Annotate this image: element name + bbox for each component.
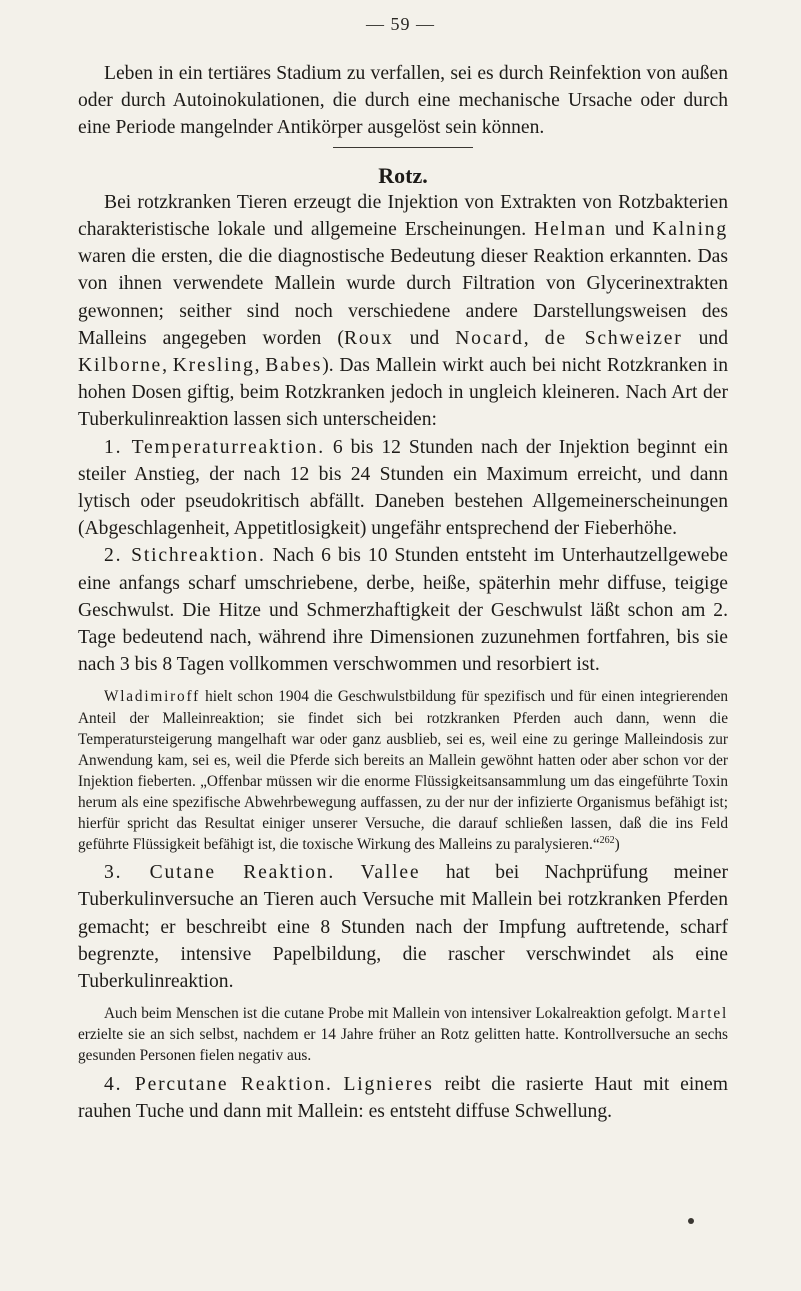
- item-label: 3. Cutane Reaktion.: [104, 862, 336, 884]
- text-run: und: [682, 327, 729, 349]
- text-run: [333, 1074, 344, 1095]
- item-text: hat bei Nachprüfung meiner Tuberkulinversuche an Tieren auch Versuche mit Mallein bei rotzkranken Pferden gemacht; er beschreibt eine 8 Stunden nach der Impfung auftretende, scharf begrenzte, intensive Papelbildung, die rascher verschwindet als eine Tuberkulinreaktion.: [78, 862, 728, 993]
- author-name: Martel: [676, 1005, 728, 1023]
- author-name: Helman: [534, 219, 607, 241]
- author-name: Lignieres: [343, 1073, 434, 1095]
- reference-number: 262: [599, 835, 615, 847]
- section-divider: [333, 147, 473, 148]
- author-name: Wladimiroff: [104, 688, 200, 706]
- text-run: und: [393, 327, 456, 349]
- ink-speck: [688, 1218, 694, 1224]
- text-run: ,: [523, 327, 545, 349]
- text-run: und: [606, 219, 653, 241]
- item-label: 1. Temperaturreaktion.: [104, 436, 325, 458]
- item-label: 2. Stichreaktion.: [104, 545, 266, 567]
- author-name: Vallee: [360, 862, 421, 884]
- page-number: — 59 —: [366, 14, 435, 34]
- item-text: 6 bis 12 Stunden nach der Injektion beginnt ein steiler Anstieg, der nach 12 bis 24 Stunden ein Maximum erreicht, und dann lytisch oder pseudokritisch abfällt. Daneben bestehen Allgemeinerscheinungen (Abgeschlagenheit, Appetitlosigkeit) ungefähr entsprechend der Fieberhöhe.: [78, 436, 729, 540]
- text-run: erzielte sie an sich selbst, nachdem er 14 Jahre früher an Rotz gelitten hatte. Kontrollversuche an sechs gesunden Personen fielen negativ aus.: [78, 1026, 728, 1065]
- author-name: Nocard: [455, 327, 524, 349]
- text-run: waren die ersten, die die diagnostische Bedeutung dieser Reaktion erkannten. Das von ihnen verwendete Mallein wurde durch Filtration von Glycerinextrakten gewonnen; seither sind noch verschiedene andere Darstellungsweisen des Malleins angegeben worden (: [78, 246, 728, 349]
- text-run: ). Das Mallein wirkt auch bei nicht Rotzkranken in hohen Dosen giftig, beim Rotzkranken jedoch in ungleich kleineren. Nach Art der Tuberkulinreaktion lassen sich unterscheiden:: [78, 355, 729, 431]
- text-run: ): [614, 836, 620, 854]
- section-heading: Rotz.: [378, 162, 428, 188]
- item-text: reibt die rasierte Haut mit einem rauhen Tuche und dann mit Mallein: es entsteht diffuse Schwellung.: [78, 1073, 728, 1122]
- text-run: ,: [254, 355, 266, 377]
- text-run: [335, 862, 361, 883]
- paragraph-continuation: Leben in ein tertiäres Stadium zu verfallen, sei es durch Reinfektion von außen oder durch Autoinokulationen, die durch eine mechanische Ursache oder durch eine Periode mangelnder Antikörper ausgelöst sein können.: [78, 63, 728, 139]
- item-label: 4. Percutane Reaktion.: [104, 1073, 333, 1095]
- item-cutane-reaction: [78, 859, 728, 995]
- page-body: [78, 60, 728, 1125]
- small-print-martel: [78, 1003, 728, 1066]
- paragraph-intro: [78, 189, 728, 434]
- text-run: hielt schon 1904 die Geschwulstbildung für spezifisch und für einen integrierenden Anteil der Malleinreaktion; sie findet sich bei rotzkranken Pferden auch dann, wenn die Temperatursteigerung mangelhaft war oder ganz ausblieb, sei es, weil eine zu geringe Malleindosis zur Anwendung kam, sei es, weil die Pferde sich bereits an Mallein gewöhnt hatten oder aber schon vor der Injektion fieberten. „Offenbar müssen wir die enorme Flüssigkeitsansammlung um das eingeführte Toxin herum als eine spezifische Abwehrbewegung auffassen, zu der nur der infizierte Organismus befähigt ist; hierfür spricht das Resultat einiger unserer Versuche, die darauf schließen lassen, daß die ins Feld geführte Flüssigkeit befähigt ist, die toxische Wirkung des Malleins zu paralysieren.“: [78, 688, 728, 854]
- small-print-wladimiroff: [78, 686, 728, 855]
- item-temperature-reaction: [78, 434, 728, 543]
- author-name: Kilborne: [78, 355, 163, 377]
- author-name: Babes: [265, 355, 323, 377]
- item-percutane-reaction: [78, 1071, 728, 1125]
- author-name: Kalning: [652, 219, 729, 241]
- text-run: Auch beim Menschen ist die cutane Probe mit Mallein von intensiver Lokalreaktion gefolgt.: [104, 1005, 677, 1023]
- text-run: Bei rotzkranken Tieren erzeugt die Injektion von Extrakten von Rotzbakterien charakteristische lokale und allgemeine Erscheinungen.: [78, 191, 728, 241]
- item-stich-reaction: [78, 542, 728, 678]
- text-run: ,: [162, 355, 173, 377]
- author-name: Roux: [343, 327, 394, 349]
- author-name: Kresling: [172, 355, 255, 377]
- item-text: Nach 6 bis 10 Stunden entsteht im Unterhautzellgewebe eine anfangs scharf umschriebene, derbe, heiße, späterhin mehr diffuse, teigige Geschwulst. Die Hitze und Schmerzhaftigkeit der Geschwulst läßt schon am 2. Tage bedeutend nach, während ihre Dimensionen zuzunehmen fortfahren, bis sie nach 3 bis 8 Tagen vollkommen verschwommen und resorbiert ist.: [78, 545, 728, 676]
- author-name: de Schweizer: [544, 327, 683, 349]
